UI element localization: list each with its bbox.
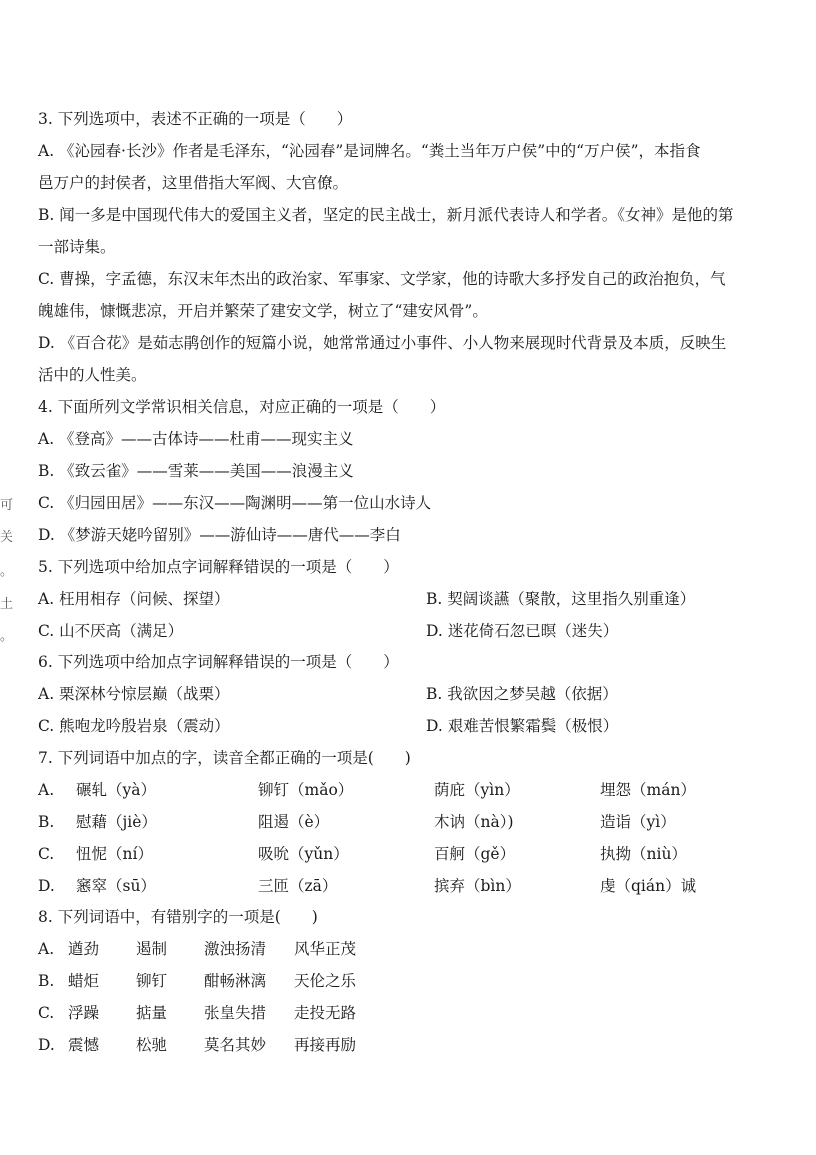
q7-word: 荫庇（yìn） bbox=[434, 781, 520, 799]
question-5-stem: 5. 下列选项中给加点字词解释错误的一项是（ ） bbox=[38, 558, 399, 576]
q7-word: 铆钉（mǎo） bbox=[258, 781, 354, 799]
q3-option-b-line2: 一部诗集。 bbox=[38, 238, 116, 256]
q7-word: 百舸（gě） bbox=[434, 845, 516, 863]
q7-word: 埋怨（mán） bbox=[600, 781, 696, 799]
q8-word: 蜡炬 bbox=[68, 972, 100, 990]
q7-word: 执拗（niù） bbox=[600, 845, 687, 863]
q4-option-d: D. 《梦游天姥吟留别》——游仙诗——唐代——李白 bbox=[38, 526, 401, 544]
q7-word: 慰藉（jiè） bbox=[76, 813, 157, 831]
q6-option-d: D. 艰难苦恨繁霜鬓（极恨） bbox=[426, 717, 619, 735]
q7-word: 虔（qián）诚 bbox=[600, 877, 697, 895]
q7-word: 窸窣（sū） bbox=[76, 877, 156, 895]
q8-word: 浮躁 bbox=[68, 1004, 100, 1022]
question-3-stem: 3. 下列选项中，表述不正确的一项是（ ） bbox=[38, 110, 353, 128]
q8-option-label: A. bbox=[38, 940, 55, 958]
q5-option-c: C. 山不厌高（满足） bbox=[38, 622, 184, 640]
q8-option-label: B. bbox=[38, 972, 55, 990]
q8-word: 松驰 bbox=[136, 1036, 168, 1054]
q3-option-d-line2: 活中的人性美。 bbox=[38, 366, 147, 384]
q4-option-a: A. 《登高》——古体诗——杜甫——现实主义 bbox=[38, 430, 354, 448]
q8-word: 再接再励 bbox=[294, 1036, 357, 1054]
q7-word: 吸吮（yǔn） bbox=[258, 845, 349, 863]
q5-option-d: D. 迷花倚石忽已暝（迷失） bbox=[426, 622, 619, 640]
q7-word: 造诣（yì） bbox=[600, 813, 676, 831]
q8-word: 遒劲 bbox=[68, 940, 100, 958]
q3-option-a-line2: 邑万户的封侯者，这里借指大军阀、大官僚。 bbox=[38, 174, 349, 192]
q7-word: 摈弃（bìn） bbox=[434, 877, 521, 895]
margin-mark: 土 bbox=[0, 597, 14, 612]
question-4-stem: 4. 下面所列文学常识相关信息，对应正确的一项是（ ） bbox=[38, 398, 446, 416]
margin-mark: 可 bbox=[0, 498, 14, 513]
q7-word: 忸怩（ní） bbox=[76, 845, 153, 863]
q8-word: 酣畅淋漓 bbox=[204, 972, 267, 990]
q7-option-label: C. bbox=[38, 845, 55, 863]
q8-word: 铆钉 bbox=[136, 972, 168, 990]
q3-option-b-line1: B. 闻一多是中国现代伟大的爱国主义者，坚定的民主战士，新月派代表诗人和学者。《女神》是他的第 bbox=[38, 206, 734, 224]
q5-options-row1 bbox=[38, 588, 780, 610]
q8-word: 震憾 bbox=[68, 1036, 100, 1054]
q8-word: 风华正茂 bbox=[294, 940, 357, 958]
q6-option-c: C. 熊咆龙吟殷岩泉（震动） bbox=[38, 717, 230, 735]
q8-word: 天伦之乐 bbox=[294, 972, 357, 990]
q8-word: 走投无路 bbox=[294, 1004, 357, 1022]
q8-word: 张皇失措 bbox=[204, 1004, 267, 1022]
q5-option-a: A. 枉用相存（问候、探望） bbox=[38, 590, 230, 608]
q4-option-b: B. 《致云雀》——雪莱——美国——浪漫主义 bbox=[38, 462, 354, 480]
question-8-stem: 8. 下列词语中，有错别字的一项是( ) bbox=[38, 908, 318, 926]
question-7-stem: 7. 下列词语中加点的字，读音全都正确的一项是( ) bbox=[38, 749, 411, 767]
q3-option-d-line1: D. 《百合花》是茹志鹃创作的短篇小说，她常常通过小事件、小人物来展现时代背景及本质，反映生 bbox=[38, 334, 727, 352]
q7-word: 木讷（nà）) bbox=[434, 813, 514, 831]
q4-option-c: C. 《归园田居》——东汉——陶渊明——第一位山水诗人 bbox=[38, 494, 432, 512]
q8-option-label: C. bbox=[38, 1004, 55, 1022]
margin-mark: 。 bbox=[0, 564, 14, 579]
q3-option-c-line2: 魄雄伟，慷慨悲凉，开启并繁荣了建安文学，树立了“建安风骨”。 bbox=[38, 302, 488, 320]
q7-option-label: D. bbox=[38, 877, 55, 895]
q3-option-a-line1: A. 《沁园春·长沙》作者是毛泽东，“沁园春”是词牌名。“粪土当年万户侯”中的“万户侯”，本指食 bbox=[38, 142, 701, 160]
q5-option-b: B. 契阔谈讌（聚散，这里指久别重逢） bbox=[426, 590, 696, 608]
q7-word: 三匝（zā） bbox=[258, 877, 338, 895]
q3-option-c-line1: C. 曹操，字孟德，东汉末年杰出的政治家、军事家、文学家，他的诗歌大多抒发自己的政治抱负，气 bbox=[38, 270, 726, 288]
q8-word: 遏制 bbox=[136, 940, 168, 958]
q5-options-row2 bbox=[38, 620, 780, 642]
q7-option-label: B. bbox=[38, 813, 55, 831]
q8-option-label: D. bbox=[38, 1036, 55, 1054]
q7-word: 阻遏（è） bbox=[258, 813, 330, 831]
q6-options-row2 bbox=[38, 715, 780, 737]
q6-option-b: B. 我欲因之梦吴越（依据） bbox=[426, 685, 618, 703]
q7-word: 碾轧（yà） bbox=[76, 781, 156, 799]
q6-options-row1 bbox=[38, 683, 780, 705]
margin-mark: 。 bbox=[0, 629, 14, 644]
q8-word: 莫名其妙 bbox=[204, 1036, 267, 1054]
q8-word: 掂量 bbox=[136, 1004, 168, 1022]
margin-mark: 关 bbox=[0, 530, 14, 545]
question-6-stem: 6. 下列选项中给加点字词解释错误的一项是（ ） bbox=[38, 653, 399, 671]
q8-word: 激浊扬清 bbox=[204, 940, 267, 958]
q7-option-label: A. bbox=[38, 781, 55, 799]
q6-option-a: A. 栗深林兮惊层巅（战栗） bbox=[38, 685, 230, 703]
